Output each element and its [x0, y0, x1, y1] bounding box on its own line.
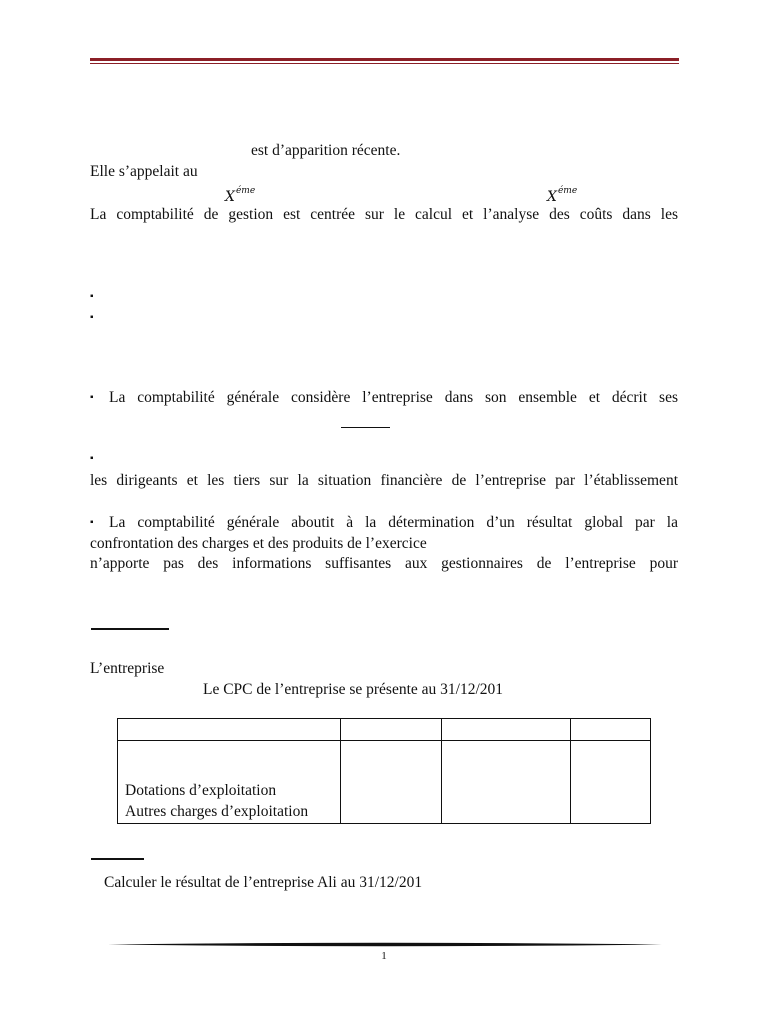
page-number: 1 [381, 950, 387, 962]
text-appelait: Elle s’appelait au [90, 163, 198, 180]
text-dirigeants: les dirigeants et les tiers sur la situation financière de l’entreprise par l’établissement [90, 472, 678, 489]
header-rule-thin [90, 63, 679, 64]
math-x-eme-2: $X^{éme}$ [547, 186, 578, 205]
underline-blank-1 [341, 427, 390, 428]
text-centree: La comptabilité de gestion est centrée sur le calcul et l’analyse des coûts dans les [90, 206, 678, 223]
row-label-dotations: Dotations d’exploitation [125, 782, 277, 799]
bullet-2: ▪ [90, 312, 94, 323]
table-header-row [118, 719, 651, 741]
underline-heading-2 [91, 858, 144, 860]
text-napporte: n’apporte pas des informations suffisantes aux gestionnaires de l’entreprise pour [90, 555, 678, 572]
table-cell [341, 719, 442, 741]
table-cell [571, 719, 651, 741]
underline-heading-1 [91, 628, 169, 630]
table-cell [442, 741, 571, 824]
row-label-autres-charges: Autres charges d’exploitation [125, 803, 309, 820]
text-aboutit: La comptabilité générale aboutit à la détermination d’un résultat global par la [109, 514, 678, 531]
bullet-3: ▪ [90, 392, 94, 403]
table-cell [341, 741, 442, 824]
bullet-5: ▪ [90, 517, 94, 528]
bullet-4: ▪ [90, 453, 94, 464]
question-text: Calculer le résultat de l’entreprise Ali au 31/12/201 [104, 874, 423, 891]
table-cell [571, 741, 651, 824]
text-confrontation: confrontation des charges et des produits de l’exercice [90, 535, 427, 552]
bullet-1: ▪ [90, 291, 94, 302]
table-cell-labels [118, 741, 341, 824]
text-cg-considere: La comptabilité générale considère l’entreprise dans son ensemble et décrit ses [109, 389, 678, 406]
math-x-eme-1: $X^{éme}$ [225, 186, 256, 205]
cpc-title: Le CPC de l’entreprise se présente au 31/12/201 [203, 681, 504, 698]
text-entreprise: L’entreprise [90, 660, 165, 677]
table-row [118, 741, 651, 824]
cpc-table [117, 718, 651, 824]
text-apparition: est d’apparition récente. [251, 142, 401, 159]
table-cell [442, 719, 571, 741]
footer-rule [108, 942, 662, 947]
header-rule-thick [90, 58, 679, 61]
table-cell [118, 719, 341, 741]
